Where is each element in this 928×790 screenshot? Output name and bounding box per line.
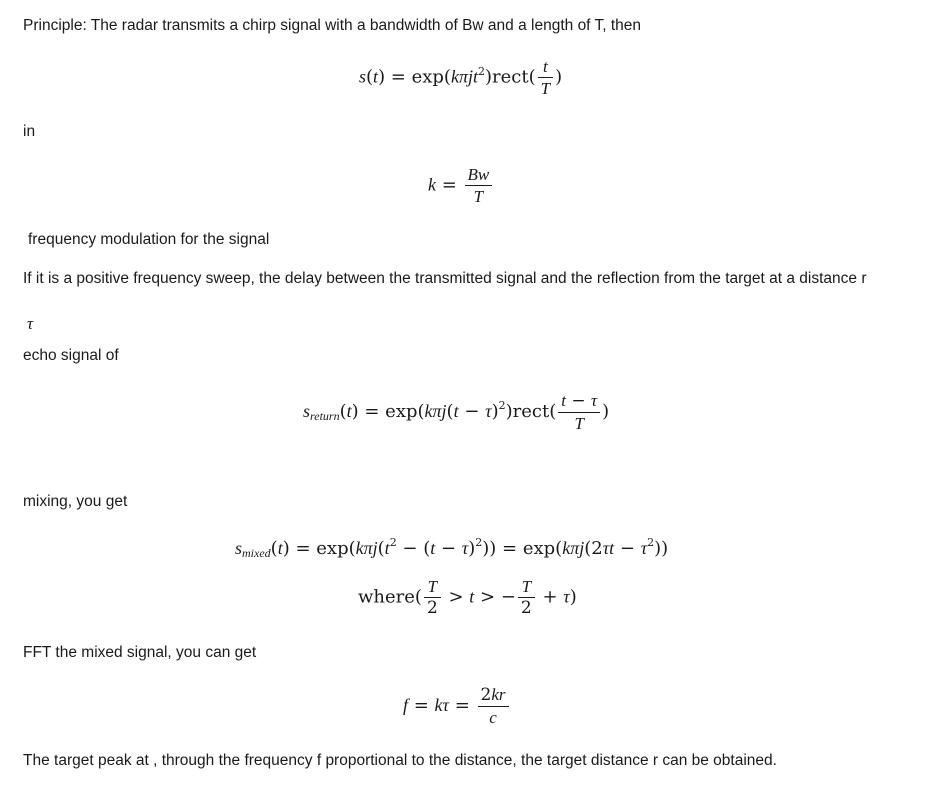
chirp-equation: s(t) = exp(kπjt$^2$)rect( $\frac{t}{T}$ ): [359, 57, 563, 98]
frequency-equation: f = kτ = $\frac{2kr}{c}$: [403, 686, 511, 726]
mixed-equation: smixed(t) = $\exp(k\pi j(t^2 - (t - \tau)^2)) = \exp(k\pi j(2\tau t - \tau^2))$: [235, 536, 669, 560]
principle-text: Principle: The radar transmits a chirp signal with a bandwidth of Bw and a length of T, then: [23, 17, 642, 34]
conclusion-text: The target peak at , through the frequency f proportional to the distance, the target distance r can be obtained.: [23, 752, 777, 769]
k-equation: k = $\frac{Bw}{T}$: [428, 166, 494, 205]
return-equation: sreturn(t) = $\exp(k\pi j(t - \tau)^2)rect$( $\frac{t - \tau}{T}$ ): [303, 391, 610, 433]
mixing-text: mixing, you get: [23, 493, 128, 510]
tau-symbol: τ: [27, 314, 34, 333]
where-condition: where( $\frac{T}{2}$ > t > − $\frac{T}{2}$ + τ): [358, 577, 577, 618]
fft-text: FFT the mixed signal, you can get: [23, 644, 257, 661]
in-text: in: [23, 123, 36, 140]
positive-sweep-text: If it is a positive frequency sweep, the delay between the transmitted signal and the reflection from the target at a distance r: [23, 270, 867, 287]
freq-mod-text: frequency modulation for the signal: [28, 231, 270, 248]
echo-text: echo signal of: [23, 347, 119, 364]
